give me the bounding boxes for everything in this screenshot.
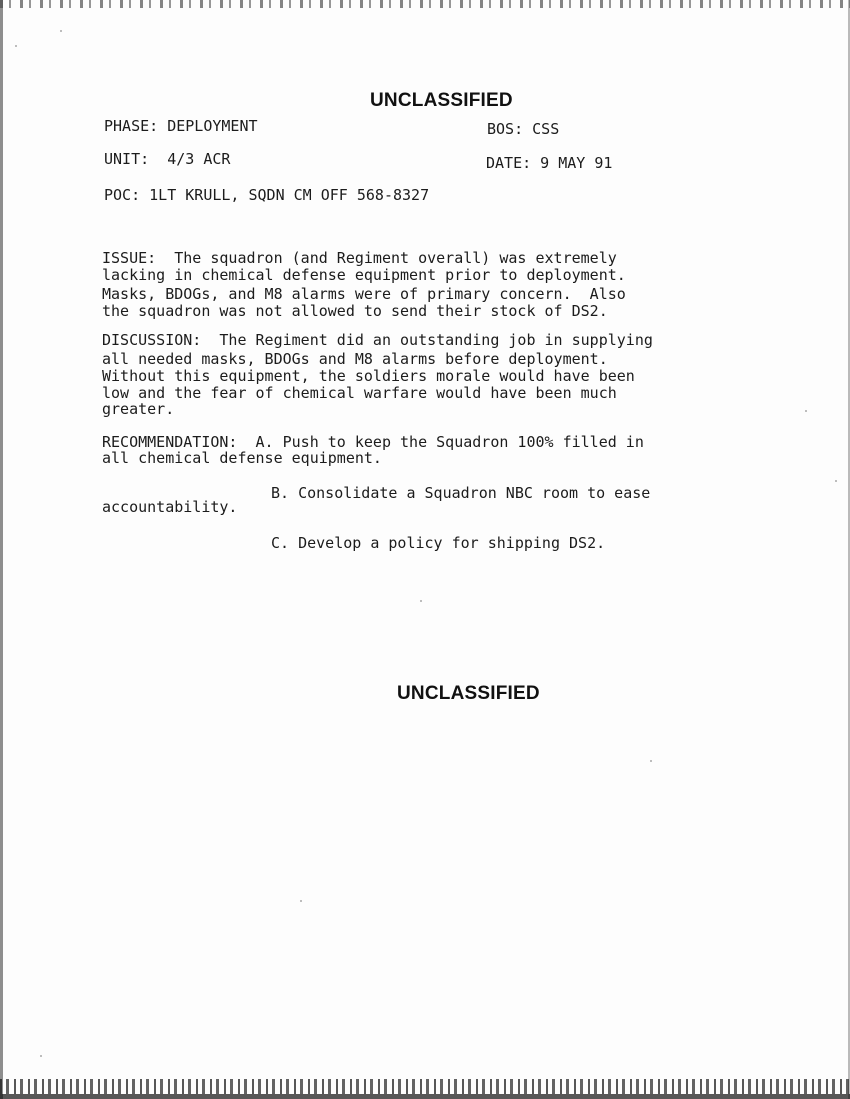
scan-bottom-edge [0,1079,850,1099]
discussion-line: all needed masks, BDOGs and M8 alarms before deployment. [102,350,608,368]
scan-speck [15,45,17,47]
classification-header: UNCLASSIFIED [370,90,513,111]
scan-left-edge [0,0,3,1099]
scan-speck [835,480,837,482]
recommendation-line: RECOMMENDATION: A. Push to keep the Squadron 100% filled in [102,433,644,451]
scan-speck [420,600,422,602]
scan-speck [300,900,302,902]
scan-speck [650,760,652,762]
phase-field: PHASE: DEPLOYMENT [104,117,258,135]
scan-speck [40,1055,42,1057]
scan-speck [805,410,807,412]
bos-field: BOS: CSS [487,120,560,138]
discussion-line: Without this equipment, the soldiers morale would have been [102,367,635,385]
classification-footer: UNCLASSIFIED [397,683,540,704]
recommendation-line: B. Consolidate a Squadron NBC room to ease [271,484,651,502]
issue-line: lacking in chemical defense equipment prior to deployment. [102,266,626,284]
scan-top-edge [0,0,850,8]
recommendation-line: accountability. [102,498,238,516]
discussion-line: greater. [102,400,175,418]
unit-field: UNIT: 4/3 ACR [104,150,231,168]
scan-speck [60,30,62,32]
recommendation-line: C. Develop a policy for shipping DS2. [271,534,606,552]
issue-line: the squadron was not allowed to send their stock of DS2. [102,302,608,320]
issue-line: ISSUE: The squadron (and Regiment overall) was extremely [102,249,617,267]
date-field: DATE: 9 MAY 91 [486,154,613,172]
discussion-line: low and the fear of chemical warfare would have been much [102,384,617,402]
recommendation-line: all chemical defense equipment. [102,449,382,467]
issue-line: Masks, BDOGs, and M8 alarms were of primary concern. Also [102,285,626,303]
discussion-line: DISCUSSION: The Regiment did an outstanding job in supplying [102,331,653,349]
poc-field: POC: 1LT KRULL, SQDN CM OFF 568-8327 [104,186,430,204]
